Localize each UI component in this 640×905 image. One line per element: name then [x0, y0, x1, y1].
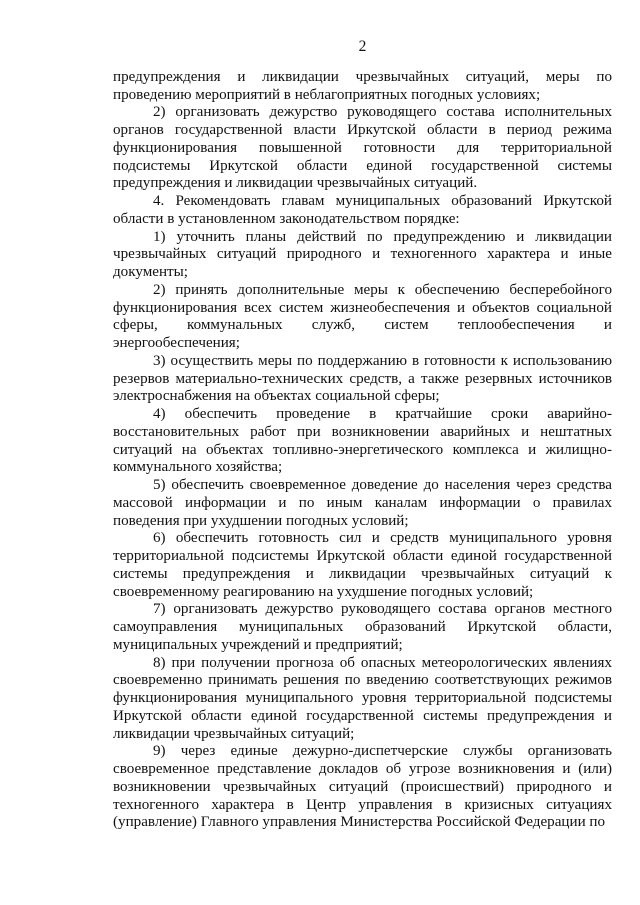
- paragraph-item-2-duty: 2) организовать дежурство руководящего состава исполнительных органов государственной власти Иркутской области в период режима функционирования повышенной готовности для территориальной подсистемы Иркутской области единой государственной системы предупреждения и ликвидации чрезвычайных ситуаций.: [113, 104, 612, 192]
- paragraph-item-2-measures: 2) принять дополнительные меры к обеспечению бесперебойного функционирования всех систем жизнеобеспечения и объектов социальной сферы, коммунальных служб, систем теплообеспечения и энергообеспечения;: [113, 281, 612, 351]
- page-number: 2: [358, 38, 367, 55]
- paragraph-item-7-duty-local: 7) организовать дежурство руководящего состава органов местного самоуправления муниципальных образований Иркутской области, муниципальных учреждений и предприятий;: [113, 601, 612, 653]
- paragraph-item-3-reserves: 3) осуществить меры по поддержанию в готовности к использованию резервов материально-технических средств, а также резервных источников электроснабжения на объектах социальной сферы;: [113, 352, 612, 405]
- paragraph-continuation: предупреждения и ликвидации чрезвычайных ситуаций, меры по проведению мероприятий в неблагоприятных погодных условиях;: [113, 68, 612, 103]
- paragraph-item-4-repairs: 4) обеспечить проведение в кратчайшие сроки аварийно-восстановительных работ при возникновении аварийных и нештатных ситуаций на объектах топливно-энергетического комплекса и жилищно-коммунального хозяйства;: [113, 406, 612, 476]
- paragraph-item-1-plans: 1) уточнить планы действий по предупреждению и ликвидации чрезвычайных ситуаций природного и техногенного характера и иные документы;: [113, 228, 612, 280]
- paragraph-item-6-readiness: 6) обеспечить готовность сил и средств муниципального уровня территориальной подсистемы Иркутской области единой государственной системы предупреждения и ликвидации чрезвычайных ситуаций к своевременному реагированию на ухудшение погодных условий;: [113, 530, 612, 600]
- document-body: [113, 69, 612, 832]
- paragraph-item-8-forecast: 8) при получении прогноза об опасных метеорологических явлениях своевременно принимать решения по введению соответствующих режимов функционирования муниципального уровня территориальной подсистемы Иркутской области единой государственной системы предупреждения и ликвидации чрезвычайных ситуаций;: [113, 654, 612, 742]
- paragraph-item-9-reports: 9) через единые дежурно-диспетчерские службы организовать своевременное представление докладов об угрозе возникновения и (или) возникновении чрезвычайных ситуаций (происшествий) природного и техногенного характера в Центр управления в кризисных ситуациях (управление) Главного управления Министерства Российской Федерации по: [113, 743, 612, 831]
- paragraph-section-4: 4. Рекомендовать главам муниципальных образований Иркутской области в установленном законодательством порядке:: [113, 193, 612, 227]
- paragraph-item-5-informing: 5) обеспечить своевременное доведение до населения через средства массовой информации и по иным каналам информации о правилах поведения при ухудшении погодных условий;: [113, 477, 612, 529]
